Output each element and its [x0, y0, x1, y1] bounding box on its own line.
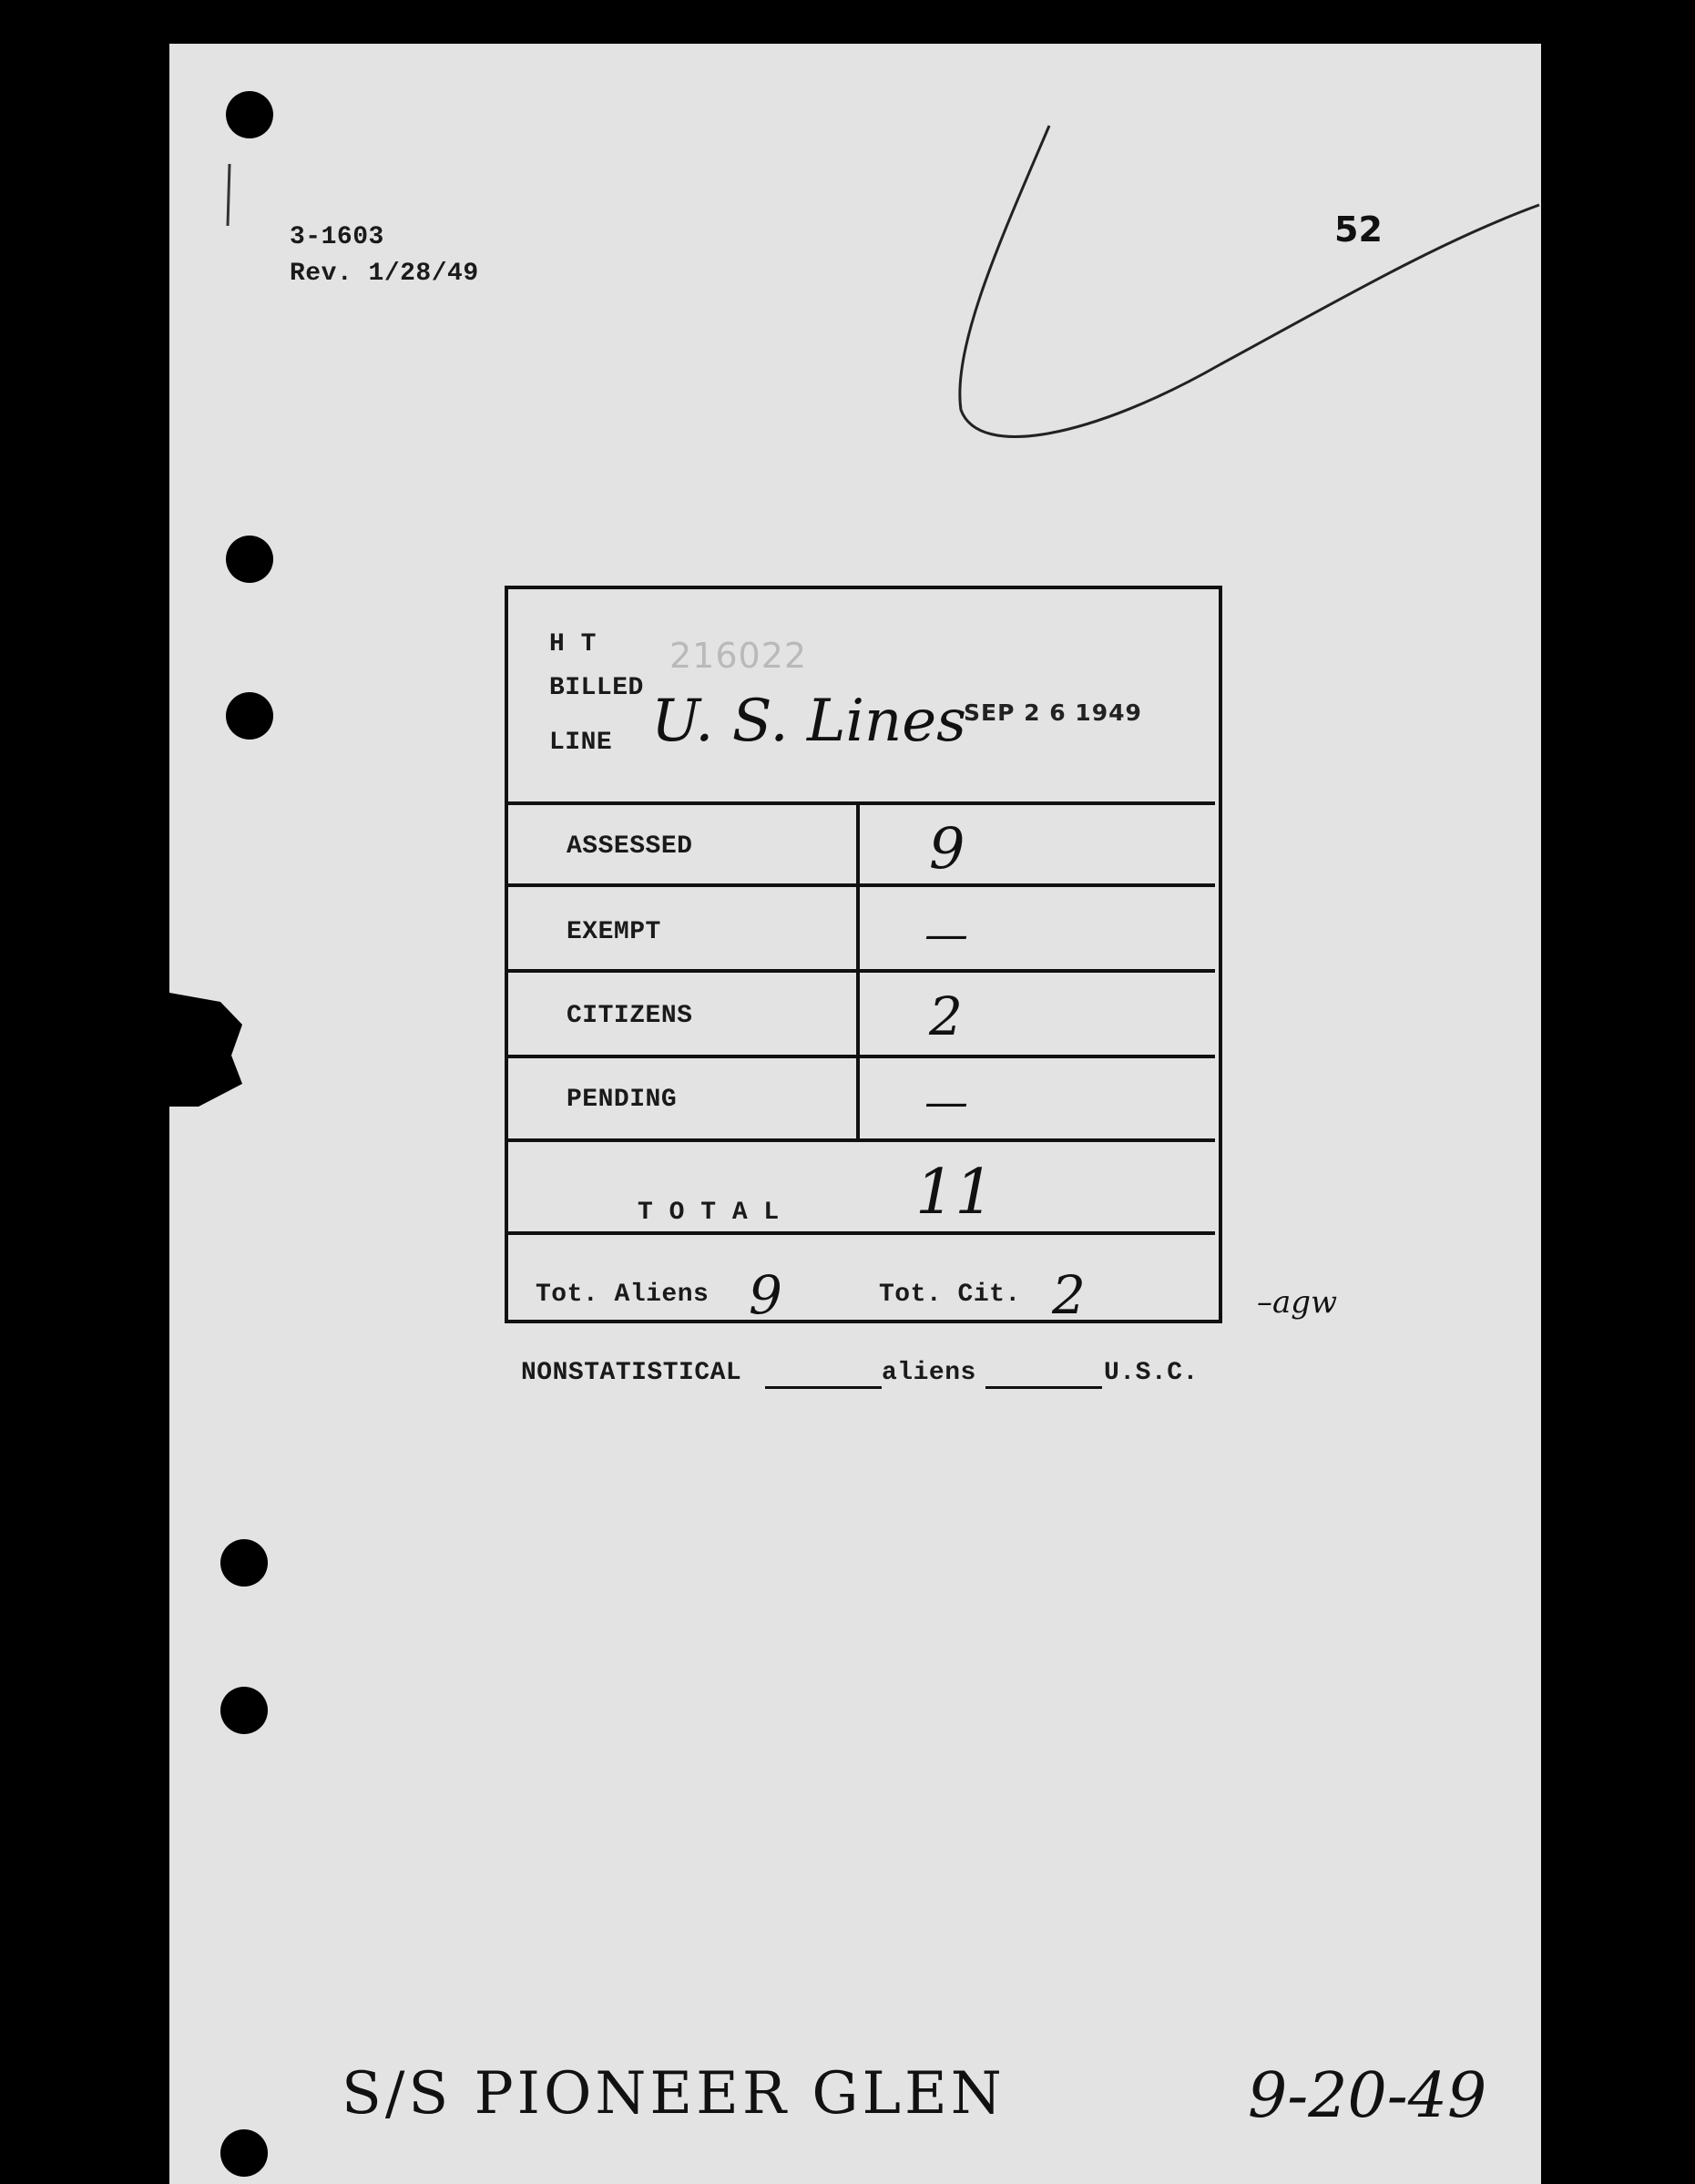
- row-label-assessed: ASSESSED: [567, 832, 693, 861]
- divider: [508, 1138, 1215, 1142]
- nonstatistical-usc-blank: [985, 1386, 1102, 1389]
- divider: [508, 801, 1215, 805]
- initials: –agw: [1257, 1284, 1338, 1321]
- divider: [508, 1055, 1215, 1058]
- total-value: 11: [915, 1157, 995, 1229]
- form-number: 3-1603: [290, 223, 384, 251]
- total-citizens-label: Tot. Cit.: [879, 1281, 1021, 1309]
- line-label: LINE: [549, 729, 613, 757]
- row-value-assessed: 9: [929, 815, 965, 882]
- voyage-date: 9-20-49: [1248, 2060, 1487, 2132]
- divider: [508, 883, 1215, 887]
- row-label-citizens: CITIZENS: [567, 1002, 693, 1030]
- total-aliens-value: 9: [749, 1264, 782, 1326]
- total-aliens-label: Tot. Aliens: [536, 1281, 710, 1309]
- line-value-handwritten: U. S. Lines: [651, 688, 966, 755]
- nonstatistical-aliens-blank: [765, 1386, 882, 1389]
- row-value-citizens: 2: [929, 985, 963, 1047]
- divider: [508, 969, 1215, 973]
- date-stamp: SEP 2 6 1949: [964, 699, 1142, 726]
- row-label-exempt: EXEMPT: [567, 918, 661, 946]
- total-label: T O T A L: [638, 1199, 780, 1227]
- usc-label: U.S.C.: [1104, 1359, 1199, 1387]
- nonstatistical-label: NONSTATISTICAL: [521, 1359, 742, 1387]
- billed-label: BILLED: [549, 674, 644, 702]
- row-value-pending: —: [924, 1077, 968, 1128]
- aliens-label: aliens: [882, 1359, 976, 1387]
- form-revision: Rev. 1/28/49: [290, 260, 479, 288]
- ht-label: H T: [549, 630, 597, 658]
- row-value-exempt: —: [924, 909, 968, 960]
- page-number: 52: [1334, 209, 1383, 250]
- vessel-name: S/S PIONEER GLEN: [342, 2060, 1006, 2128]
- ht-stamp-number: 216022: [669, 636, 808, 676]
- divider: [508, 1231, 1215, 1235]
- total-citizens-value: 2: [1052, 1264, 1086, 1326]
- row-label-pending: PENDING: [567, 1086, 678, 1114]
